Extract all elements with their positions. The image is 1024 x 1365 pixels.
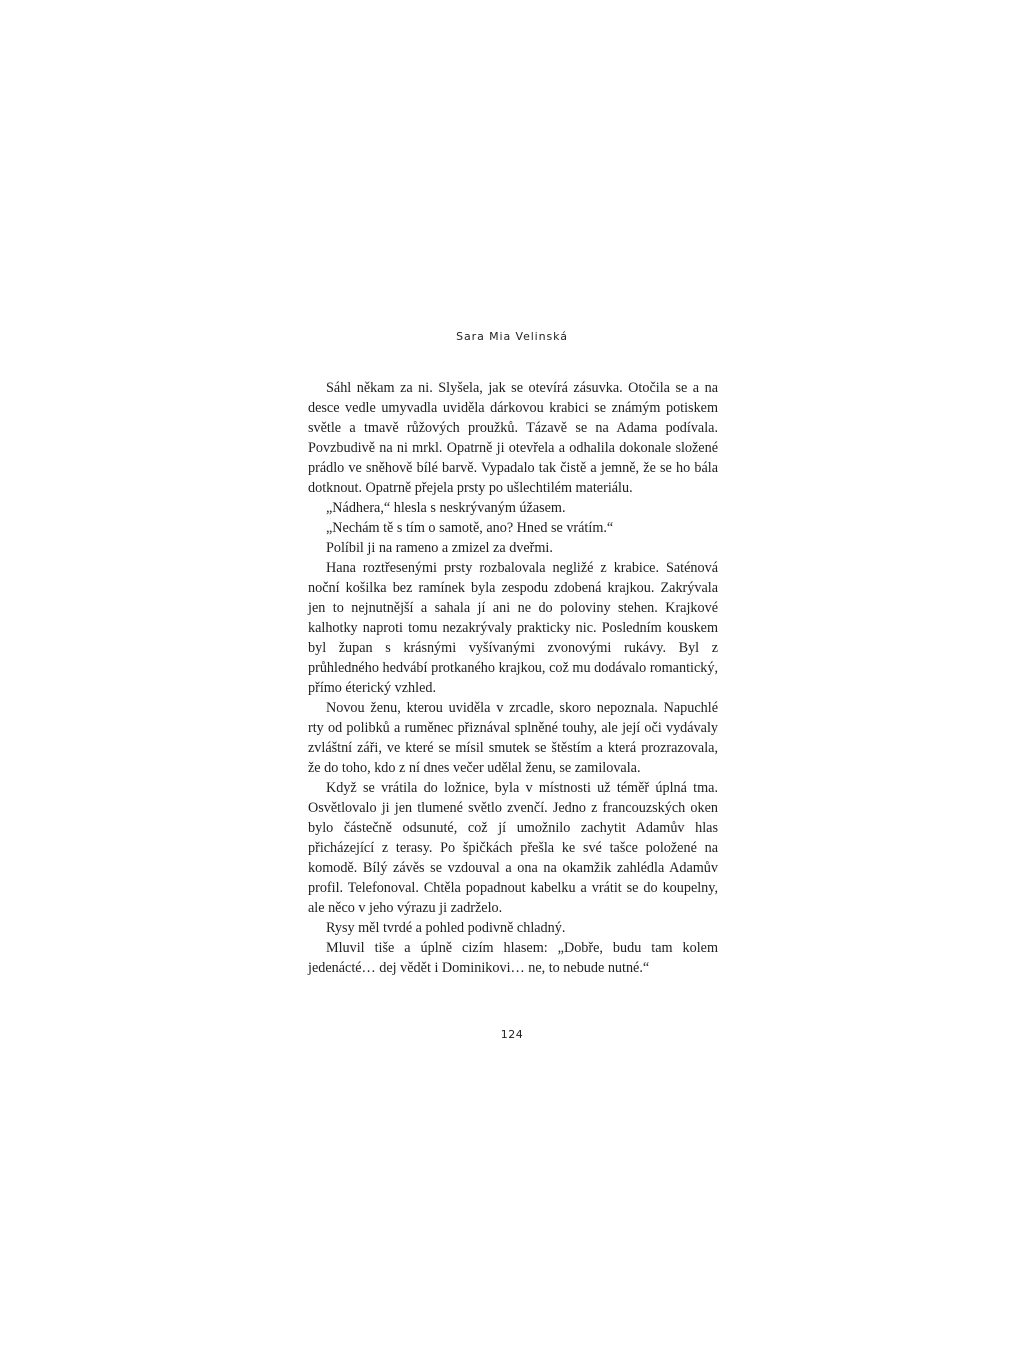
body-text [308, 378, 718, 978]
paragraph: Rysy měl tvrdé a pohled podivně chladný. [326, 920, 566, 936]
running-header-author: Sara Mia Velinská [456, 330, 568, 343]
paragraph: Políbil ji na rameno a zmizel za dveřmi. [326, 540, 553, 556]
paragraph: Novou ženu, kterou uviděla v zrcadle, skoro nepoznala. Napuchlé rty od polibků a ruměnec přiznával splněné touhy, ale její oči vydávaly zvláštní záři, ve které se mísil smutek se štěstím a která prozrazovala, že do toho, kdo z ní dnes večer udělal ženu, se zamilovala. [308, 700, 718, 776]
paragraph: Když se vrátila do ložnice, byla v místnosti už téměř úplná tma. Osvětlovalo ji jen tlumené světlo zvenčí. Jedno z francouzských oken bylo částečně odsunuté, což jí umožnilo zachytit Adamův hlas přicházející z terasy. Po špičkách přešla ke své tašce položené na komodě. Bílý závěs se vzdouval a ona na okamžik zahlédla Adamův profil. Telefonoval. Chtěla popadnout kabelku a vrátit se do koupelny, ale něco v jeho výrazu ji zadrželo. [308, 780, 718, 916]
paragraph: Sáhl někam za ni. Slyšela, jak se otevírá zásuvka. Otočila se a na desce vedle umyvadla uviděla dárkovou krabici se známým potiskem světle a tmavě růžových proužků. Tázavě se na Adama podívala. Povzbudivě na ni mrkl. Opatrně ji otevřela a odhalila dokonale složené prádlo ve sněhově bílé barvě. Vypadalo tak čistě a jemně, že se ho bála dotknout. Opatrně přejela prsty po ušlechtilém materiálu. [308, 380, 718, 496]
paragraph: Mluvil tiše a úplně cizím hlasem: „Dobře, budu tam kolem jedenácté… dej vědět i Dominikovi… ne, to nebude nutné.“ [308, 940, 718, 976]
page-number: 124 [500, 1028, 524, 1041]
paragraph: „Nádhera,“ hlesla s neskrývaným úžasem. [326, 500, 566, 516]
paragraph: „Nechám tě s tím o samotě, ano? Hned se vrátím.“ [326, 520, 614, 536]
paragraph: Hana roztřesenými prsty rozbalovala negližé z krabice. Saténová noční košilka bez ramínek byla zespodu zdobená krajkou. Zakrývala jen to nejnutnější a sahala jí ani ne do poloviny stehen. Krajkové kalhotky naproti tomu nezakrývaly prakticky nic. Posledním kouskem byl župan s krásnými vyšívanými zvonovými rukávy. Byl z průhledného hedvábí protkaného krajkou, což mu dodávalo romantický, přímo éterický vzhled. [308, 560, 718, 696]
